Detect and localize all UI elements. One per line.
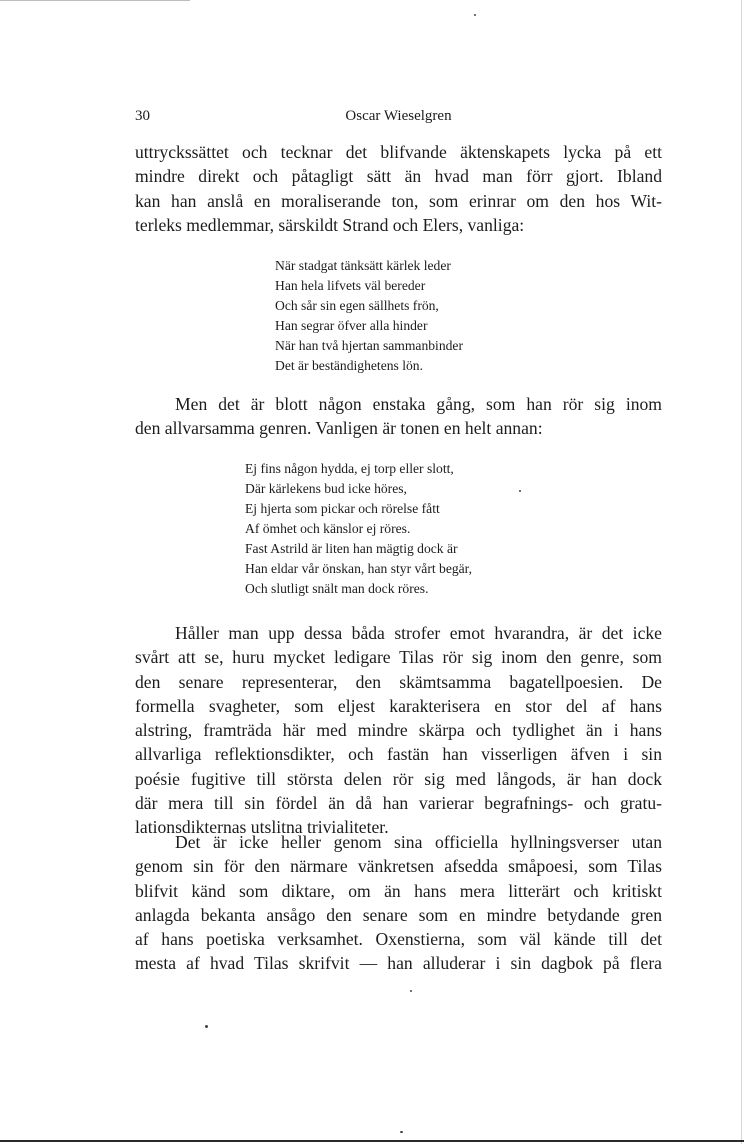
scan-speck — [474, 14, 476, 16]
text-line: kan han anslå en moraliserande ton, som erinrar om den hos Wit- — [135, 190, 662, 211]
verse-line: Fast Astrild är liten han mägtig dock är — [245, 541, 458, 556]
text-line: Det är icke heller genom sina officiella hyllningsverser utan — [175, 832, 662, 852]
scan-speck — [205, 1025, 208, 1028]
text-line: formella svagheter, som eljest karakterisera en stor del af hans — [135, 695, 662, 716]
verse-line: Han eldar vår önskan, han styr vårt begär, — [245, 561, 473, 576]
text-line: poésie fugitive till största delen rör sig med långods, är han dock — [135, 768, 662, 789]
verse-line: Och sår sin egen sällhets frön, — [275, 298, 439, 313]
text-line: mesta af hvad Tilas skrifvit — han alluderar i sin dagbok på flera — [135, 953, 662, 974]
verse-line: Af ömhet och känslor ej röres. — [245, 521, 411, 536]
text-line: terleks medlemmar, särskildt Strand och Elers, vanliga: — [135, 214, 525, 235]
verse-line: Där kärlekens bud icke höres, — [245, 481, 407, 496]
page-header — [135, 108, 662, 126]
verse-line: Det är beständighetens lön. — [275, 358, 423, 373]
scan-edge-bottom — [0, 1140, 744, 1142]
verse-line: Han hela lifvets väl bereder — [275, 278, 426, 293]
text-line: anlagda bekanta ansågo den senare som en mindre betydande gren — [135, 904, 662, 925]
page-number: 30 — [135, 108, 150, 124]
paragraph-4 — [135, 830, 662, 976]
scan-speck — [400, 1131, 403, 1133]
text-line: genom sin för den närmare vänkretsen afsedda småpoesi, som Tilas — [135, 856, 662, 877]
verse-line: Och slutligt snält man dock röres. — [245, 581, 429, 596]
text-line: allvarliga reflektionsdikter, och fastän han visserligen äfven i sin — [135, 744, 662, 765]
text-line: alstring, framträda här med mindre skärpa och tydlighet än i hans — [135, 720, 662, 741]
running-title: Oscar Wieselgren — [345, 108, 452, 124]
text-line: den allvarsamma genren. Vanligen är tonen en helt annan: — [135, 418, 543, 439]
verse-line: Han segrar öfver alla hinder — [275, 318, 428, 333]
text-line: mindre direkt och påtagligt sätt än hvad man förr gjort. Ibland — [135, 166, 662, 187]
scan-edge-top — [0, 0, 190, 1]
poem-quotation-2 — [245, 459, 472, 599]
scan-speck — [410, 990, 412, 992]
text-line: svårt att se, huru mycket ledigare Tilas rör sig inom den genre, som — [135, 647, 662, 668]
scan-speck — [519, 490, 521, 492]
paragraph-2 — [135, 392, 662, 441]
text-line: uttryckssättet och tecknar det blifvande äktenskapets lycka på ett — [135, 142, 662, 162]
paragraph-3 — [135, 621, 662, 840]
verse-line: När han två hjertan sammanbinder — [275, 338, 463, 353]
text-line: lationsdikternas utslitna trivialiteter. — [135, 817, 389, 838]
text-line: den senare representerar, den skämtsamma bagatellpoesien. De — [135, 671, 662, 692]
text-line: af hans poetiska verksamhet. Oxenstierna, som väl kände till det — [135, 929, 662, 950]
paragraph-1 — [135, 140, 662, 237]
poem-quotation-1 — [275, 256, 463, 376]
scan-edge-right — [741, 0, 742, 1144]
text-line: blifvit känd som diktare, om än hans mera litterärt och kritiskt — [135, 880, 662, 901]
text-line: Men det är blott någon enstaka gång, som han rör sig inom — [175, 394, 662, 414]
verse-line: Ej fins någon hydda, ej torp eller slott, — [245, 461, 454, 476]
text-line: där mera till sin fördel än då han varierar begrafnings- och gratu- — [135, 793, 662, 814]
verse-line: Ej hjerta som pickar och rörelse fått — [245, 501, 440, 516]
verse-line: När stadgat tänksätt kärlek leder — [275, 258, 451, 273]
text-line: Håller man upp dessa båda strofer emot hvarandra, är det icke — [175, 623, 662, 643]
